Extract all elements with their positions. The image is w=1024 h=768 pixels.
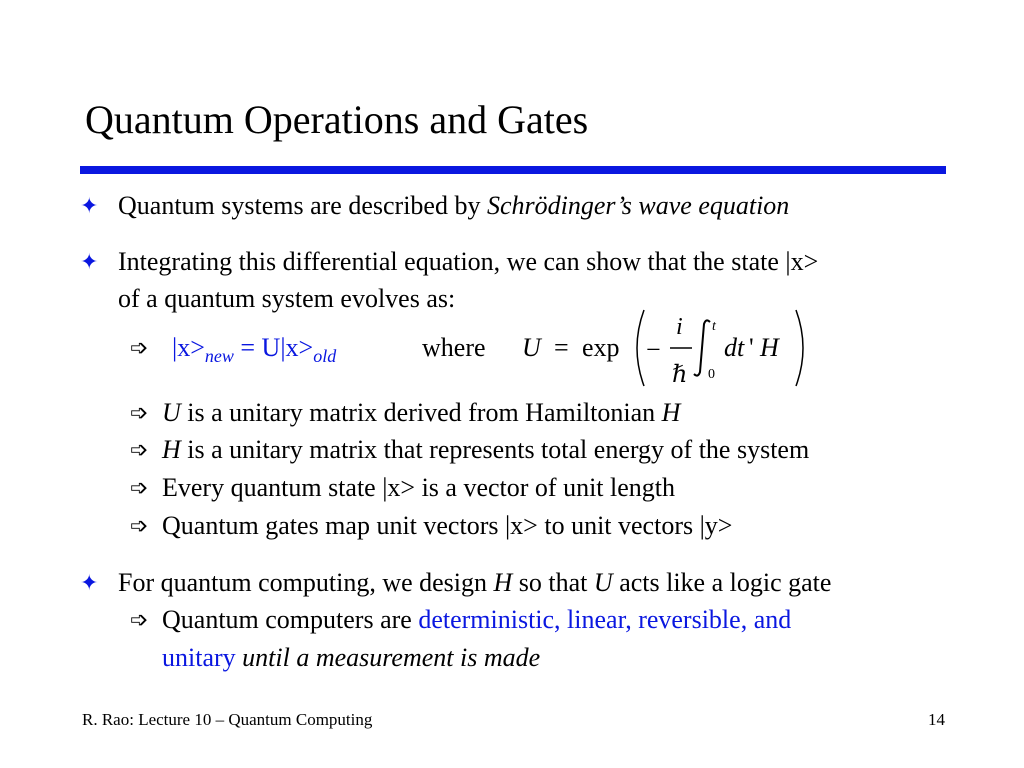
sub-1-italic-U: U [162,398,181,427]
formula-where: where [422,333,486,362]
sub-bullet-3: Every quantum state |x> is a vector of unit length [162,473,676,502]
eq-equals: = [554,333,569,362]
bullet-3-part-c: acts like a logic gate [612,568,832,597]
bullet-1-italic: Schrödinger’s wave equation [486,191,790,220]
eq-hbar: ℏ [672,362,688,388]
sub-bullet-2 [162,434,809,466]
sub-bullet-4: Quantum gates map unit vectors |x> to unit vectors |y> [162,511,733,540]
sub-arrow-icon: ➩ [130,475,149,500]
formula-sub-new: new [204,346,234,366]
eq-H: H [760,333,779,362]
bullet-star-icon: ✦ [80,193,99,218]
page-number: 14 [928,710,945,729]
bullet-star-icon: ✦ [80,570,99,595]
bullet-star-icon: ✦ [80,249,99,274]
sub-arrow-icon: ➩ [130,513,149,538]
bullet-3-italic-H: H [493,568,513,597]
eq-minus: − [646,335,661,364]
eq-i: i [676,314,683,340]
eq-U: U [522,333,541,362]
formula-ux: = U|x> [233,333,314,362]
title-divider [80,166,946,174]
sub-2-text: is a unitary matrix that represents total energy of the system [180,435,810,464]
bullet-3-part-a: For quantum computing, we design [118,568,494,597]
sub-arrow-icon: ➩ [130,607,149,632]
footer-lecture: R. Rao: Lecture 10 – Quantum Computing [82,710,373,729]
eq-lower-limit: 0 [708,367,715,382]
bullet-1-plain: Quantum systems are described by [118,191,487,220]
sub-bullet-5-line-2 [162,642,540,674]
eq-left-paren [637,310,644,386]
sub-5-italic: until a measurement is made [235,643,541,672]
eq-dt: dt [724,333,745,362]
state-evolution-formula [172,332,336,372]
sub-bullet-5-line-1 [162,604,791,636]
eq-right-paren [796,310,803,386]
bullet-3-text [118,567,831,599]
formula-sub-old: old [313,346,337,366]
sub-arrow-icon: ➩ [130,437,149,462]
sub-arrow-icon: ➩ [130,400,149,425]
sub-arrow-icon: ➩ [130,335,149,360]
bullet-2-line-1: Integrating this differential equation, we can show that the state |x> [118,247,819,276]
sub-1-text: is a unitary matrix derived from Hamiltonian [180,398,662,427]
sub-1-italic-H: H [661,398,681,427]
bullet-2-line-2: of a quantum system evolves as: [118,284,456,313]
sub-5-blue-2: unitary [162,643,236,672]
eq-exp: exp [582,333,620,362]
sub-bullet-1 [162,397,680,429]
sub-5-plain: Quantum computers are [162,605,419,634]
sub-5-blue-1: deterministic, linear, reversible, and [418,605,792,634]
unitary-exp-equation [520,306,820,390]
eq-prime: ' [749,333,754,362]
bullet-3-part-b: so that [512,568,594,597]
bullet-1-text [118,190,789,222]
eq-upper-limit: t [712,319,716,334]
slide-title: Quantum Operations and Gates [85,97,589,142]
bullet-3-italic-U: U [593,568,613,597]
sub-2-italic-H: H [162,435,181,464]
formula-ket-x: |x> [172,333,205,362]
